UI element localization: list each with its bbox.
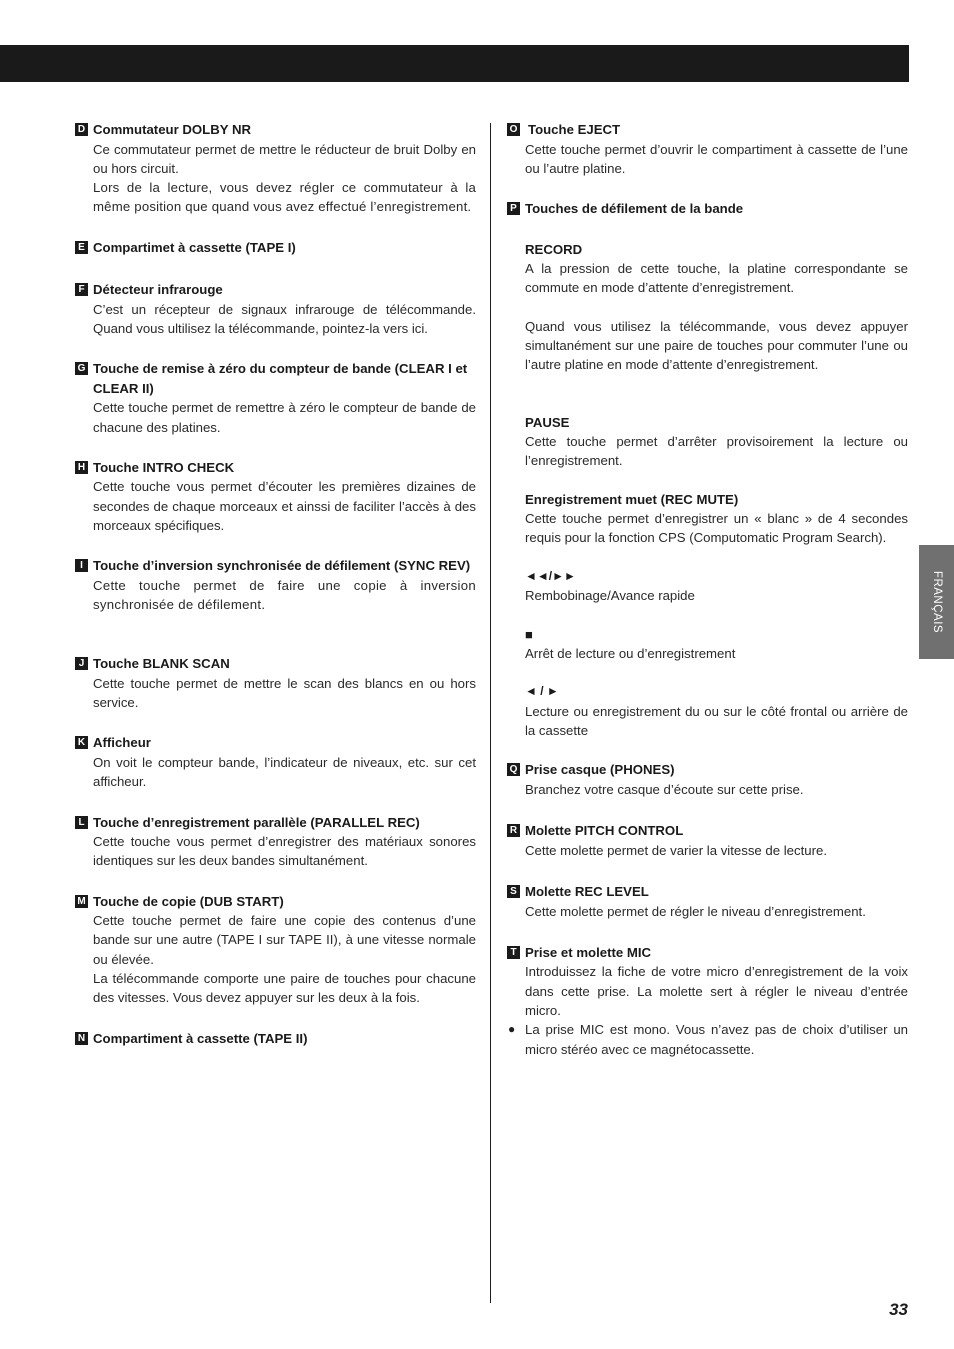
item-p-title: Touches de défilement de la bande [525, 201, 744, 217]
item-f-text: C’est un récepteur de signaux infrarouge de télécommande. Quand vous ultilisez la télécommande, pointez-la vers ici. [93, 301, 476, 336]
item-m-text-2: La télécommande comporte une paire de touches pour chacune des vitesses. Vous devez appuyer sur les deux à la fois. [93, 971, 476, 1006]
right-column [507, 120, 908, 1059]
item-o-title: Touche EJECT [528, 122, 621, 137]
item-g-title: Touche de remise à zéro du compteur de bande (CLEAR I et CLEAR II) [93, 361, 468, 396]
header-bar [0, 45, 909, 82]
item-m-heading [75, 892, 476, 912]
page-number: 33 [889, 1300, 908, 1319]
item-k-title: Afficheur [93, 735, 151, 751]
item-i-badge: I [75, 559, 88, 572]
item-o-heading [507, 120, 908, 140]
bullet-icon: ● [508, 1022, 516, 1037]
item-t-text: Introduissez la fiche de votre micro d’enregistrement de la voix dans cette prise. La molette sert à régler le niveau d’entrée micro. [525, 964, 908, 1018]
item-g-heading [75, 359, 476, 398]
item-s [507, 882, 908, 921]
item-l-text: Cette touche vous permet d’enregistrer des matériaux sonores identiques sur les deux bandes simultanément. [93, 834, 476, 869]
item-t [507, 943, 908, 1059]
item-m-badge: M [75, 895, 88, 908]
item-j-text: Cette touche permet de mettre le scan des blancs en ou hors service. [93, 675, 476, 711]
item-h [75, 458, 476, 535]
item-o [507, 120, 908, 178]
stop-icon: ■ [525, 626, 533, 642]
item-i-text: Cette touche permet de faire une copie à inversion synchronisée de défilement. [93, 577, 476, 613]
item-d [75, 120, 476, 217]
item-g-badge: G [75, 362, 88, 375]
left-column [75, 120, 476, 1048]
item-i-heading [75, 556, 476, 576]
item-t-badge: T [507, 946, 520, 959]
item-f-title: Détecteur infrarouge [93, 282, 223, 298]
item-q-text: Branchez votre casque d’écoute sur cette prise. [525, 781, 804, 797]
item-r [507, 821, 908, 860]
item-h-text: Cette touche vous permet d’écouter les premières dizaines de secondes de chaque morceaux et ainssi de faciliter l’accès à des morceaux spécifiques. [93, 479, 476, 533]
item-o-badge: O [507, 123, 520, 136]
item-f-badge: F [75, 283, 88, 296]
item-s-text: Cette molette permet de régler le niveau d’enregistrement. [525, 903, 866, 919]
item-m-title: Touche de copie (DUB START) [93, 893, 284, 909]
record-text-1: A la pression de cette touche, la platine correspondante se commute en mode d’attente d’enregistrement. [525, 261, 908, 296]
item-h-heading [75, 458, 476, 478]
item-k-heading [75, 733, 476, 753]
item-e [75, 238, 476, 258]
item-q [507, 760, 908, 799]
item-n [75, 1029, 476, 1049]
play-direction-icon: ◄ / ► [525, 684, 559, 699]
item-r-text: Cette molette permet de varier la vitesse de lecture. [525, 842, 827, 858]
item-q-title: Prise casque (PHONES) [525, 762, 675, 778]
item-m [75, 892, 476, 1008]
item-s-heading [507, 882, 908, 902]
item-e-badge: E [75, 241, 88, 254]
item-m-text-1: Cette touche permet de faire une copie des contenus d’une bande sur une autre (TAPE I sur TAPE II), à une vitesse normale ou élevée. [93, 913, 476, 967]
item-g [75, 359, 476, 437]
item-s-title: Molette REC LEVEL [525, 884, 649, 900]
item-e-heading [75, 238, 476, 258]
item-i [75, 556, 476, 614]
item-g-text: Cette touche permet de remettre à zéro le compteur de bande de chacune des platines. [93, 400, 476, 435]
item-j-title: Touche BLANK SCAN [93, 656, 230, 672]
item-k [75, 733, 476, 791]
item-o-text: Cette touche permet d’ouvrir le compartiment à cassette de l’une ou l’autre platine. [525, 141, 908, 176]
item-t-title: Prise et molette MIC [525, 944, 652, 960]
item-q-badge: Q [507, 763, 520, 776]
item-r-badge: R [507, 824, 520, 837]
column-divider [490, 123, 491, 1303]
item-l-title: Touche d’enregistrement parallèle (PARALLEL REC) [93, 814, 420, 830]
item-k-badge: K [75, 736, 88, 749]
record-title: RECORD [525, 241, 583, 257]
rewind-fastforward-text: Rembobinage/Avance rapide [525, 588, 695, 604]
item-t-heading [507, 943, 908, 963]
item-n-heading [75, 1029, 476, 1049]
item-f [75, 280, 476, 338]
item-t-note-text: La prise MIC est mono. Vous n’avez pas de choix d’utiliser un micro stéréo avec ce magnétocassette. [525, 1022, 908, 1057]
record-text-2: Quand vous utilisez la télécommande, vous devez appuyer simultanément sur une paire de touches pour commuter l’une ou l’autre platine en mode d’attente d’enregistrement. [525, 318, 908, 373]
pause-title: PAUSE [525, 414, 570, 430]
item-k-text: On voit le compteur bande, l’indicateur de niveaux, etc. sur cet afficheur. [93, 754, 476, 790]
play-direction-text: Lecture ou enregistrement du ou sur le côté frontal ou arrière de la cassette [525, 703, 908, 739]
item-t-note [507, 1020, 908, 1059]
item-d-text-2: Lors de la lecture, vous devez régler ce commutateur à la même position que quand vous avez effectué l’enregistrement. [93, 180, 476, 215]
item-j [75, 654, 476, 712]
item-l [75, 813, 476, 871]
item-d-title: Commutateur DOLBY NR [93, 122, 252, 137]
item-n-title: Compartiment à cassette (TAPE II) [93, 1030, 308, 1046]
item-n-badge: N [75, 1032, 88, 1045]
item-s-badge: S [507, 885, 520, 898]
item-h-title: Touche INTRO CHECK [93, 459, 235, 475]
rewind-fastforward-icon: ◄◄/►► [525, 568, 576, 583]
item-r-heading [507, 821, 908, 841]
item-p-heading [507, 199, 908, 219]
item-q-heading [507, 760, 908, 780]
item-d-heading [75, 120, 476, 140]
item-l-heading [75, 813, 476, 833]
item-r-title: Molette PITCH CONTROL [525, 823, 684, 839]
pause-text: Cette touche permet d’arrêter provisoirement la lecture ou l’enregistrement. [525, 434, 908, 469]
item-f-heading [75, 280, 476, 300]
item-l-badge: L [75, 816, 88, 829]
rec-mute-text: Cette touche permet d’enregistrer un « blanc » de 4 secondes requis pour la fonction CPS (Computomatic Program Search). [525, 511, 908, 546]
item-p [507, 199, 908, 740]
item-i-title: Touche d’inversion synchronisée de défilement (SYNC REV) [93, 558, 471, 574]
item-j-heading [75, 654, 476, 674]
item-p-badge: P [507, 202, 520, 215]
rec-mute-title: Enregistrement muet (REC MUTE) [525, 491, 739, 507]
item-j-badge: J [75, 657, 88, 670]
stop-text: Arrêt de lecture ou d’enregistrement [525, 646, 736, 662]
language-tab-label: FRANÇAIS [930, 570, 943, 634]
item-e-title: Compartimet à cassette (TAPE I) [93, 239, 296, 255]
item-h-badge: H [75, 461, 88, 474]
item-d-badge: D [75, 123, 88, 136]
item-d-text-1: Ce commutateur permet de mettre le réducteur de bruit Dolby en ou hors circuit. [93, 141, 476, 176]
language-tab [919, 545, 954, 659]
